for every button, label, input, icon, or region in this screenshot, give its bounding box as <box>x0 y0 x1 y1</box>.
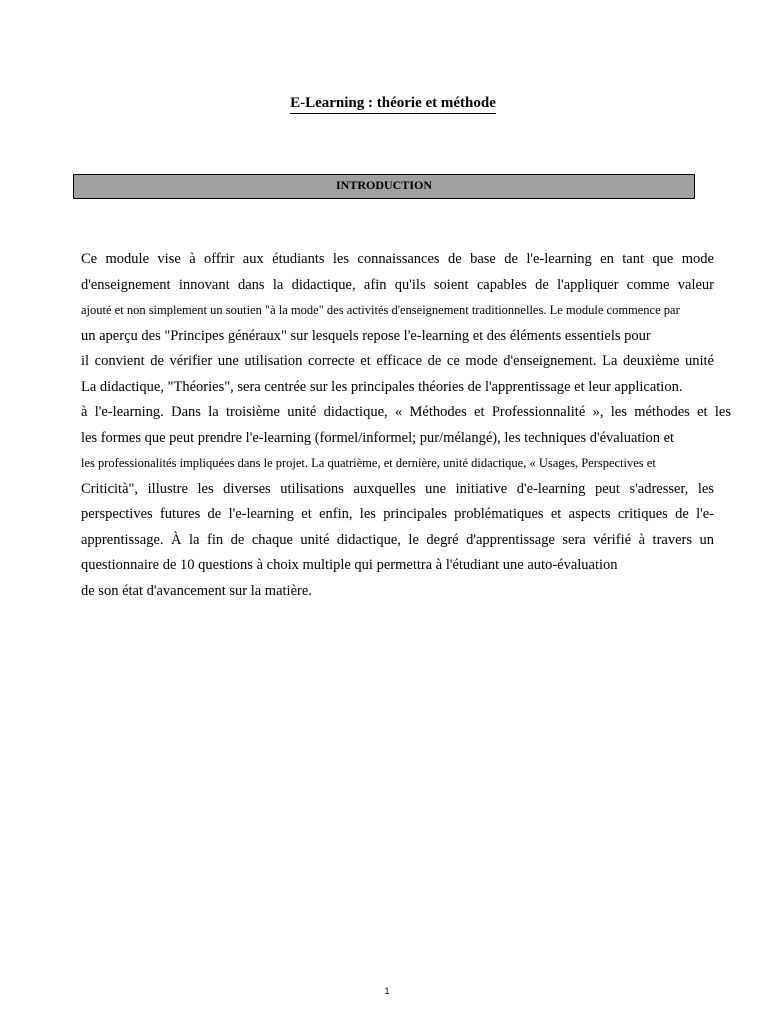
section-heading-box <box>73 174 695 199</box>
paragraph-line: perspectives futures de l'e-learning et enfin, les principales problématiques et aspects critiques de l'e- <box>81 506 714 522</box>
paragraph-line: d'enseignement innovant dans la didactique, afin qu'ils soient capables de l'appliquer comme valeur <box>81 276 714 293</box>
paragraph-line: à l'e-learning. Dans la troisième unité didactique, « Méthodes et Professionnalité », les méthodes et les <box>81 404 731 420</box>
paragraph-line: un aperçu des "Principes généraux" sur lesquels repose l'e-learning et des éléments essentiels pour <box>81 327 651 344</box>
paragraph-line: La didactique, "Théories", sera centrée sur les principales théories de l'apprentissage et leur application. <box>81 378 683 395</box>
paragraph-line: apprentissage. À la fin de chaque unité didactique, le degré d'apprentissage sera vérifié à travers un <box>81 531 714 548</box>
paragraph-line: il convient de vérifier une utilisation correcte et efficace de ce mode d'enseignement. La deuxième unité <box>81 353 714 369</box>
section-heading-text: INTRODUCTION <box>335 178 432 192</box>
paragraph-line: questionnaire de 10 questions à choix multiple qui permettra à l'étudiant une auto-évaluation <box>81 557 618 573</box>
document-title <box>0 94 768 114</box>
introduction-paragraph <box>81 247 731 604</box>
paragraph-line: de son état d'avancement sur la matière. <box>81 582 312 599</box>
paragraph-line: ajouté et non simplement un soutien "à la mode" des activités d'enseignement traditionnelles. Le module commence par <box>81 303 680 317</box>
paragraph-line: Criticità", illustre les diverses utilisations auxquelles une initiative d'e-learning peut s'adresser, les <box>81 480 714 497</box>
paragraph-line: Ce module vise à offrir aux étudiants les connaissances de base de l'e-learning en tant que mode <box>81 251 714 267</box>
page-number: 1 <box>384 986 390 996</box>
document-title-text: E-Learning : théorie et méthode <box>290 94 496 114</box>
paragraph-line: les professionalités impliquées dans le projet. La quatrième, et dernière, unité didactique, « Usages, Perspectives et <box>81 456 656 470</box>
paragraph-line: les formes que peut prendre l'e-learning (formel/informel; pur/mélangé), les techniques d'évaluation et <box>81 429 675 446</box>
